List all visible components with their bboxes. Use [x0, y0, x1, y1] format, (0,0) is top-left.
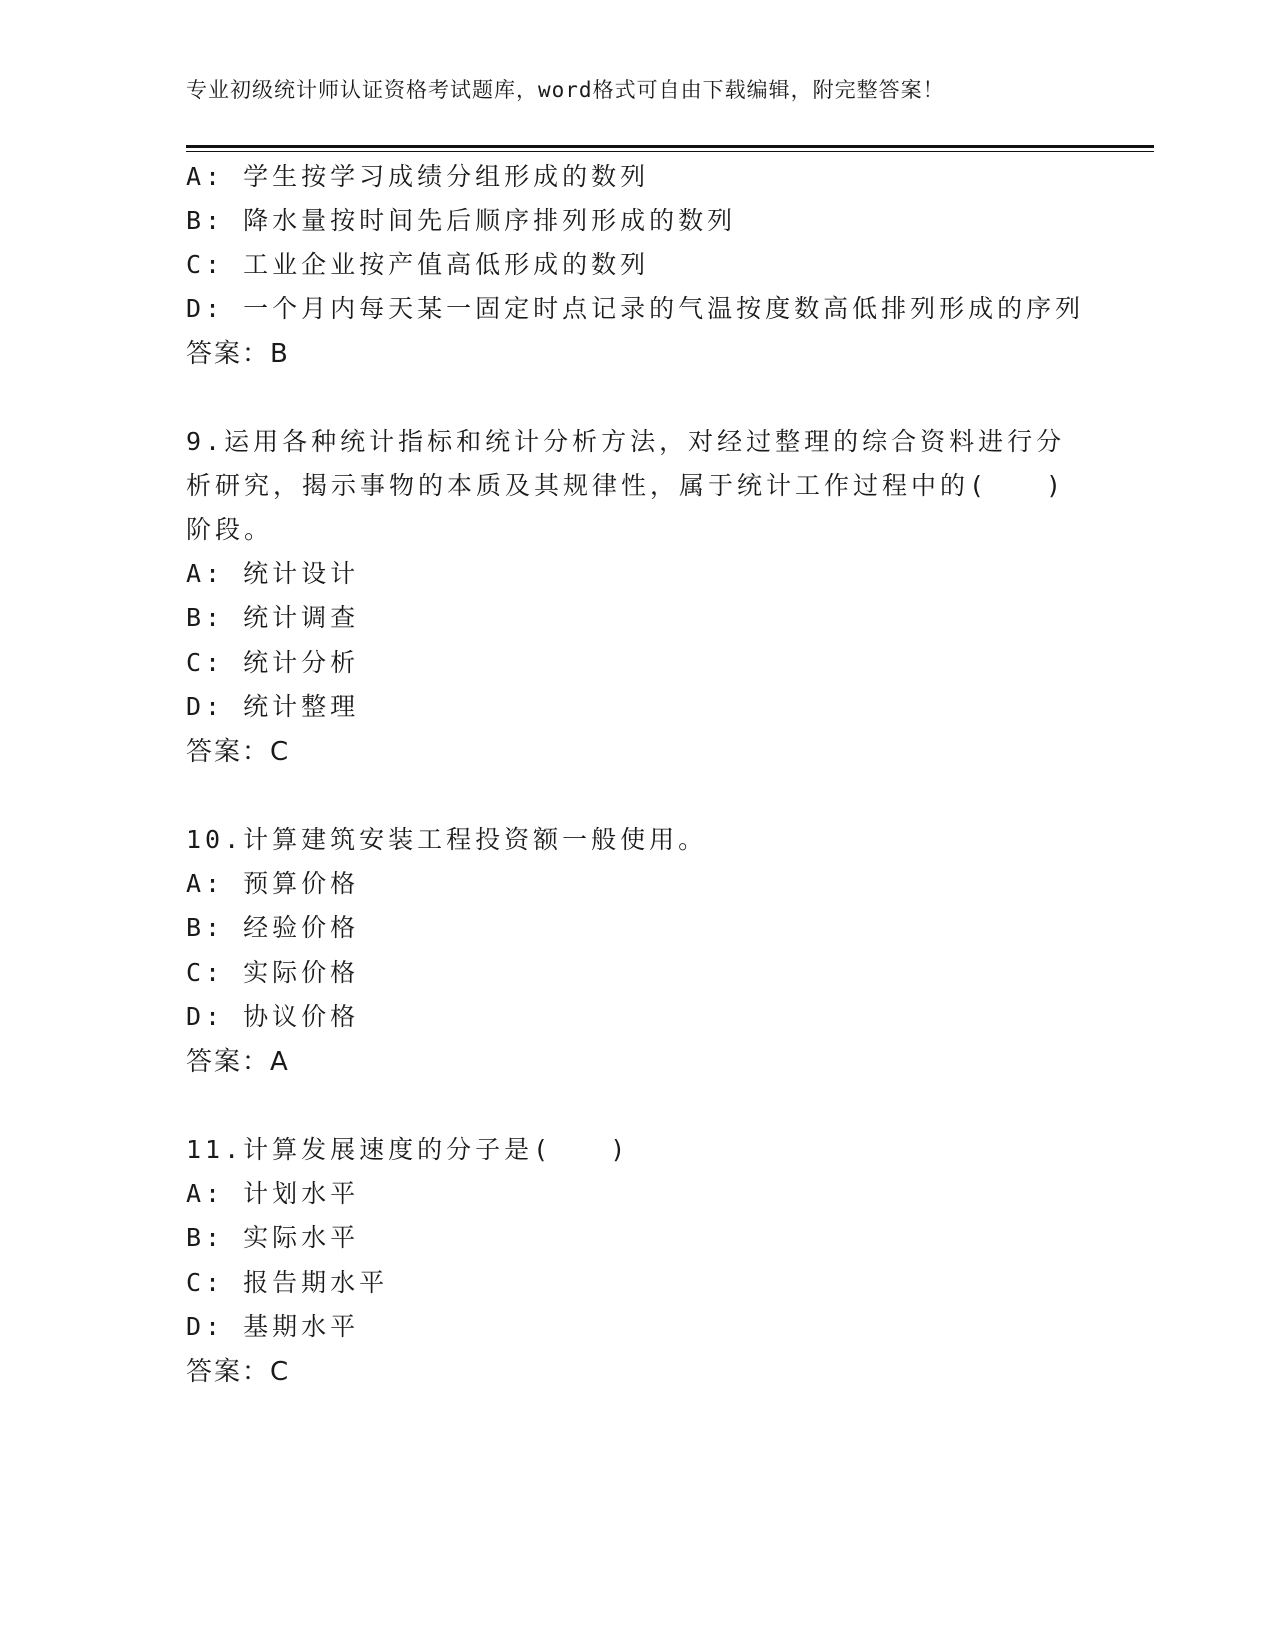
q10-option-d: D: 协议价格	[186, 1002, 360, 1031]
q8-option-d: D: 一个月内每天某一固定时点记录的气温按度数高低排列形成的序列	[186, 294, 1085, 323]
q9-option-a: A: 统计设计	[186, 559, 360, 588]
q10-option-c: C: 实际价格	[186, 958, 360, 987]
q10-option-b: B: 经验价格	[186, 913, 360, 942]
q11-option-b: B: 实际水平	[186, 1223, 360, 1252]
q9-stem-line-1: 9.运用各种统计指标和统计分析方法，对经过整理的综合资料进行分	[186, 427, 1066, 456]
q10-option-a: A: 预算价格	[186, 869, 360, 898]
q8-option-a: A: 学生按学习成绩分组形成的数列	[186, 162, 650, 191]
q11-option-c: C: 报告期水平	[186, 1268, 389, 1297]
document-header: 专业初级统计师认证资格考试题库，word格式可自由下载编辑，附完整答案！	[186, 78, 945, 102]
q11-answer: 答案：C	[186, 1357, 291, 1387]
q10-answer: 答案：A	[186, 1047, 290, 1077]
q11-option-a: A: 计划水平	[186, 1179, 360, 1208]
q9-stem-line-3: 阶段。	[186, 515, 274, 544]
q9-stem-line-2: 析研究，揭示事物的本质及其规律性，属于统计工作过程中的( )	[186, 471, 1066, 500]
q9-option-b: B: 统计调查	[186, 603, 360, 632]
header-divider-thin	[186, 151, 1154, 152]
q9-answer: 答案：C	[186, 737, 291, 767]
q11-stem: 11.计算发展速度的分子是( )	[186, 1135, 630, 1164]
q10-stem: 10.计算建筑安装工程投资额一般使用。	[186, 825, 708, 854]
q8-option-c: C: 工业企业按产值高低形成的数列	[186, 250, 650, 279]
q9-option-c: C: 统计分析	[186, 648, 360, 677]
q8-option-b: B: 降水量按时间先后顺序排列形成的数列	[186, 206, 737, 235]
q8-answer: 答案：B	[186, 339, 290, 369]
q9-option-d: D: 统计整理	[186, 692, 360, 721]
q11-option-d: D: 基期水平	[186, 1312, 360, 1341]
header-divider	[186, 145, 1154, 148]
